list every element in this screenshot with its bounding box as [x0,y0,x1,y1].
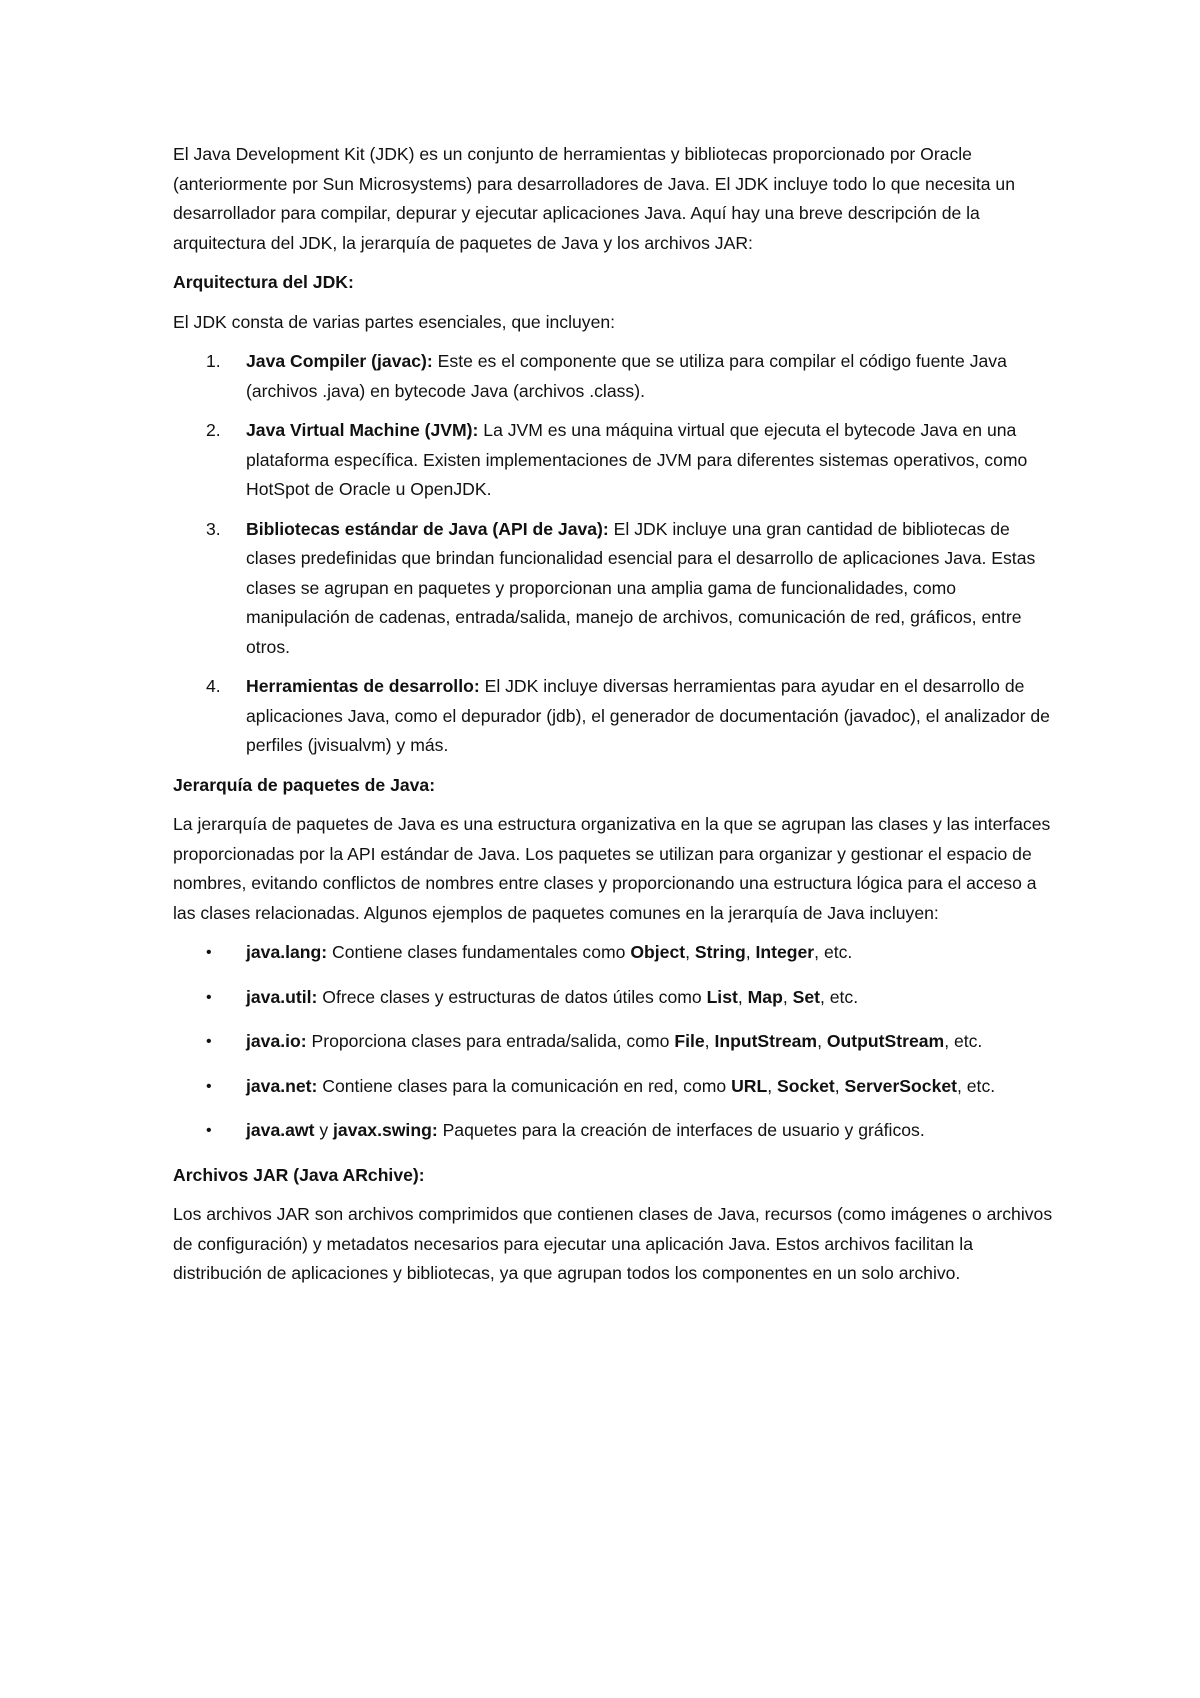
packages-lead: La jerarquía de paquetes de Java es una estructura organizativa en la que se agrupan las clases y las interfaces proporcionadas por la API estándar de Java. Los paquetes se utilizan para organizar y gestionar el espacio de nombres, evitando conflictos de nombres entre clases y proporcionando una estructura lógica para el acceso a las clases relacionadas. Algunos ejemplos de paquetes comunes en la jerarquía de Java incluyen: [173,814,1051,923]
bullet-icon: • [206,1033,212,1050]
package-desc: Ofrece clases y estructuras de datos útiles como [317,986,707,1007]
class-name: Map [747,986,783,1007]
bullet-icon: • [206,988,212,1006]
separator: , [817,1031,827,1051]
architecture-lead: El JDK consta de varias partes esenciales, que incluyen: [173,311,616,332]
separator: , [737,986,748,1007]
class-name: Integer [755,942,815,962]
trailing-text: , etc. [819,986,859,1007]
trailing-text: , etc. [944,1031,983,1051]
class-name: String [694,942,746,962]
package-name: java.io: [246,1031,307,1051]
class-name: InputStream [714,1031,818,1051]
list-item [173,672,1053,761]
package-desc: Contiene clases para la comunicación en red, como [317,1075,732,1096]
class-name: URL [731,1075,768,1096]
class-name: Socket [777,1075,835,1096]
separator: , [745,942,756,962]
jar-paragraph: Los archivos JAR son archivos comprimidos que contienen clases de Java, recursos (como imágenes o archivos de configuración) y metadatos necesarios para ejecutar una aplicación Java. Estos archivos facilitan la distribución de aplicaciones y bibliotecas, ya que agrupan todos los componentes en un solo archivo. [173,1204,1053,1283]
section-heading-jar: Archivos JAR (Java ARchive): [173,1164,425,1185]
trailing-text: , etc. [814,942,853,962]
intro-paragraph: El Java Development Kit (JDK) es un conjunto de herramientas y bibliotecas proporcionado por Oracle (anteriormente por Sun Microsystems) para desarrolladores de Java. El JDK incluye todo lo que necesita un desarrollador para compilar, depurar y ejecutar aplicaciones Java. Aquí hay una breve descripción de la arquitectura del JDK, la jerarquía de paquetes de Java y los archivos JAR: [173,144,1015,253]
package-name: java.util: [246,986,318,1007]
package-desc: Contiene clases fundamentales como [327,942,631,962]
list-number: 4. [206,676,221,696]
package-name: java.net: [246,1075,318,1096]
list-item [173,1116,1053,1146]
document-page [173,140,1053,1299]
separator: , [782,986,793,1007]
class-name: List [706,986,738,1007]
package-name: java.awt [246,1120,315,1140]
packages-list [173,938,1053,1146]
list-item-text: La JVM es una máquina virtual que ejecuta el bytecode Java en una plataforma específica. Existen implementaciones de JVM para diferentes sistemas operativos, como HotSpot de Oracle u OpenJDK. [246,420,1028,499]
package-name: javax.swing: [333,1120,438,1140]
list-item-text: Este es el componente que se utiliza para compilar el código fuente Java (archivos .java) en bytecode Java (archivos .class). [246,351,1007,401]
package-desc: Proporciona clases para entrada/salida, como [306,1031,675,1051]
conjunction: y [314,1120,334,1140]
architecture-list [173,347,1053,761]
list-item-term: Java Compiler (javac): [246,351,433,371]
bullet-icon: • [206,1122,212,1139]
bullet-icon: • [206,944,212,961]
separator: , [767,1075,778,1096]
class-name: ServerSocket [844,1075,957,1096]
separator: , [704,1031,715,1051]
bullet-icon: • [206,1077,212,1095]
list-item-text: El JDK incluye una gran cantidad de bibliotecas de clases predefinidas que brindan funcionalidad esencial para el desarrollo de aplicaciones Java. Estas clases se agrupan en paquetes y proporcionan una amplia gama de funcionalidades, como manipulación de cadenas, entrada/salida, manejo de archivos, comunicación de red, gráficos, entre otros. [246,518,1036,657]
list-item [173,347,1053,406]
list-number: 1. [206,351,221,371]
list-item-term: Herramientas de desarrollo: [246,676,480,696]
class-name: Object [630,942,686,962]
class-name: File [674,1031,705,1051]
section-heading-architecture: Arquitectura del JDK: [173,272,354,292]
list-number: 2. [206,420,221,440]
list-item [173,416,1053,505]
list-item-term: Bibliotecas estándar de Java (API de Java): [246,518,609,539]
list-item [173,983,1053,1013]
list-item [173,1072,1053,1102]
trailing-text: , etc. [957,1075,996,1096]
class-name: Set [792,986,820,1007]
package-name: java.lang: [246,942,328,962]
section-heading-packages: Jerarquía de paquetes de Java: [173,774,436,795]
class-name: OutputStream [826,1031,945,1051]
list-item [173,1027,1053,1057]
list-item [173,938,1053,968]
separator: , [834,1075,845,1096]
list-item-term: Java Virtual Machine (JVM): [246,420,479,440]
list-item-text: El JDK incluye diversas herramientas para ayudar en el desarrollo de aplicaciones Java, como el depurador (jdb), el generador de documentación (javadoc), el analizador de perfiles (jvisualvm) y más. [246,676,1050,755]
list-number: 3. [206,518,221,539]
separator: , [685,942,695,962]
list-item [173,515,1053,663]
package-desc: Paquetes para la creación de interfaces de usuario y gráficos. [437,1120,925,1140]
